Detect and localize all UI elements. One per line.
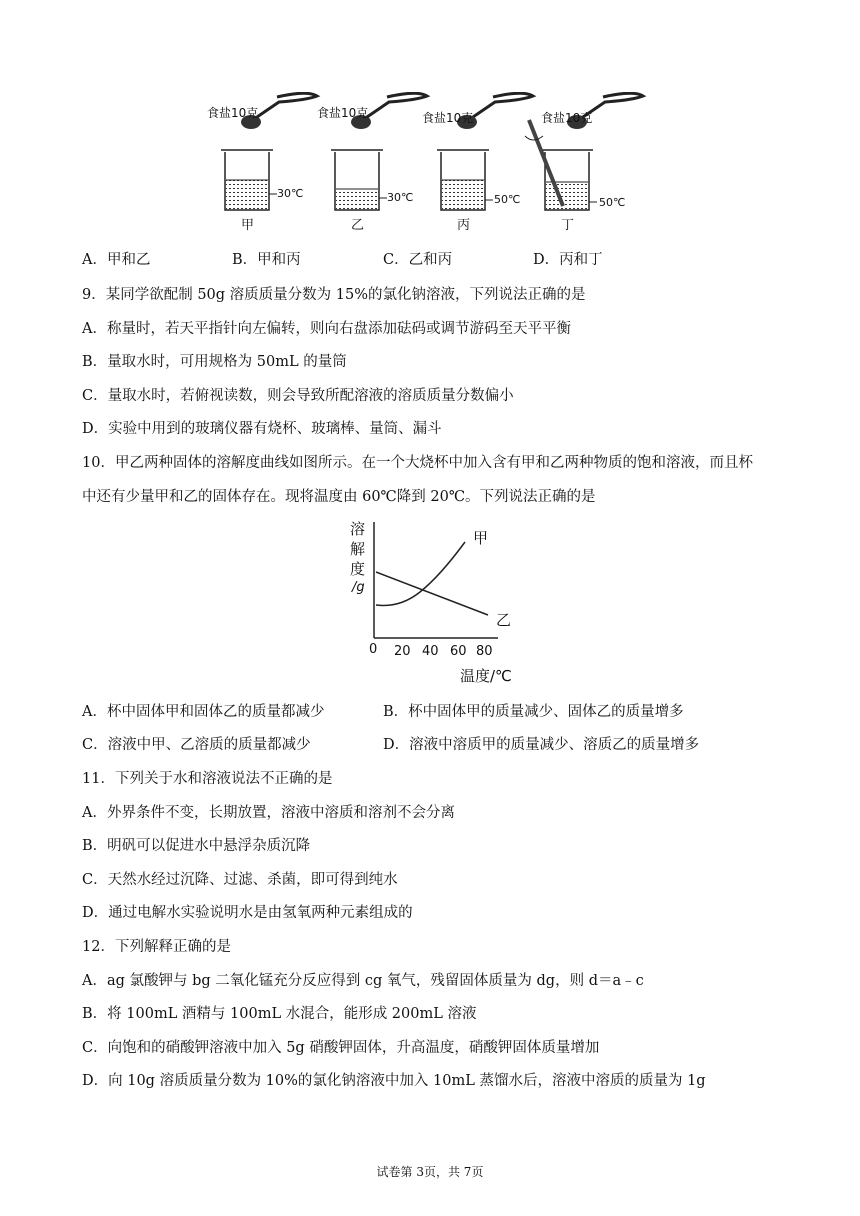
q11-option-a: A．外界条件不变，长期放置，溶液中溶质和溶剂不会分离 [82,805,455,821]
curve-jia [376,542,465,605]
beaker-name-1: 甲 [241,218,255,233]
q10-option-d: D．溶液中溶质甲的质量减少、溶质乙的质量增多 [383,737,700,753]
q8-option-d: D．丙和丁 [533,252,603,268]
q10-stem-line1: 10．甲乙两种固体的溶解度曲线如图所示。在一个大烧杯中加入含有甲和乙两种物质的饱和溶液，而且杯 [82,455,753,471]
spoon-label-1: 食盐10克 [207,106,259,120]
y-label-4: /g [352,580,365,595]
q8-option-c: C．乙和丙 [383,252,453,268]
q8-option-b: B．甲和丙 [232,252,301,268]
series-label-jia: 甲 [473,529,489,547]
y-label-3: 度 [350,560,366,578]
x-tick-40: 40 [422,644,439,659]
y-label-2: 解 [350,540,366,558]
beaker-figure [205,92,655,232]
q9-option-c: C．量取水时，若俯视读数，则会导致所配溶液的溶质质量分数偏小 [82,388,514,404]
curve-yi [376,572,488,615]
beaker-name-4: 丁 [561,218,575,233]
q9-option-b: B．量取水时，可用规格为 50mL 的量筒 [82,354,347,370]
q10-stem-line2: 中还有少量甲和乙的固体存在。现将温度由 60℃降到 20℃。下列说法正确的是 [82,489,596,505]
solubility-chart [340,512,530,690]
q10-option-a: A．杯中固体甲和固体乙的质量都减少 [82,704,325,720]
series-label-yi: 乙 [496,611,512,629]
spoon-label-3: 食盐10克 [422,111,474,125]
q12-stem: 12．下列解释正确的是 [82,939,231,955]
q12-option-c: C．向饱和的硝酸钾溶液中加入 5g 硝酸钾固体，升高温度，硝酸钾固体质量增加 [82,1040,600,1056]
y-label-1: 溶 [350,520,366,538]
q9-option-d: D．实验中用到的玻璃仪器有烧杯、玻璃棒、量筒、漏斗 [82,421,442,437]
q11-option-b: B．明矾可以促进水中悬浮杂质沉降 [82,838,311,854]
page-footer: 试卷第 3页，共 7页 [376,1165,484,1179]
q12-option-d: D．向 10g 溶质质量分数为 10%的氯化钠溶液中加入 10mL 蒸馏水后，溶液中溶质的质量为 1g [82,1073,706,1089]
x-tick-0: 0 [369,642,378,657]
spoon-label-4: 食盐10克 [541,111,593,125]
q12-option-b: B．将 100mL 酒精与 100mL 水混合，能形成 200mL 溶液 [82,1006,477,1022]
q11-option-c: C．天然水经过沉降、过滤、杀菌，即可得到纯水 [82,872,398,888]
q12-option-a: A．ag 氯酸钾与 bg 二氧化锰充分反应得到 cg 氧气，残留固体质量为 dg，则 d＝a﹣c [82,973,644,989]
q8-option-a: A．甲和乙 [82,252,151,268]
beaker-name-2: 乙 [351,218,365,233]
beaker-temp-1: 30℃ [277,187,304,200]
beaker-temp-4: 50℃ [599,196,626,209]
q10-option-b: B．杯中固体甲的质量减少、固体乙的质量增多 [383,704,684,720]
beaker-temp-2: 30℃ [387,191,414,204]
q9-stem: 9．某同学欲配制 50g 溶质质量分数为 15%的氯化钠溶液，下列说法正确的是 [82,287,586,303]
beaker-temp-3: 50℃ [494,193,521,206]
q9-option-a: A．称量时，若天平指针向左偏转，则向右盘添加砝码或调节游码至天平平衡 [82,321,571,337]
spoon-label-2: 食盐10克 [317,106,369,120]
x-tick-60: 60 [450,644,467,659]
solubility-chart-drawing [340,512,530,690]
x-tick-20: 20 [394,644,411,659]
x-axis-label: 温度/℃ [460,667,512,685]
q11-stem: 11．下列关于水和溶液说法不正确的是 [82,771,333,787]
x-tick-80: 80 [476,644,493,659]
q11-option-d: D．通过电解水实验说明水是由氢氧两种元素组成的 [82,905,413,921]
q10-option-c: C．溶液中甲、乙溶质的质量都减少 [82,737,311,753]
beaker-name-3: 丙 [457,218,471,233]
